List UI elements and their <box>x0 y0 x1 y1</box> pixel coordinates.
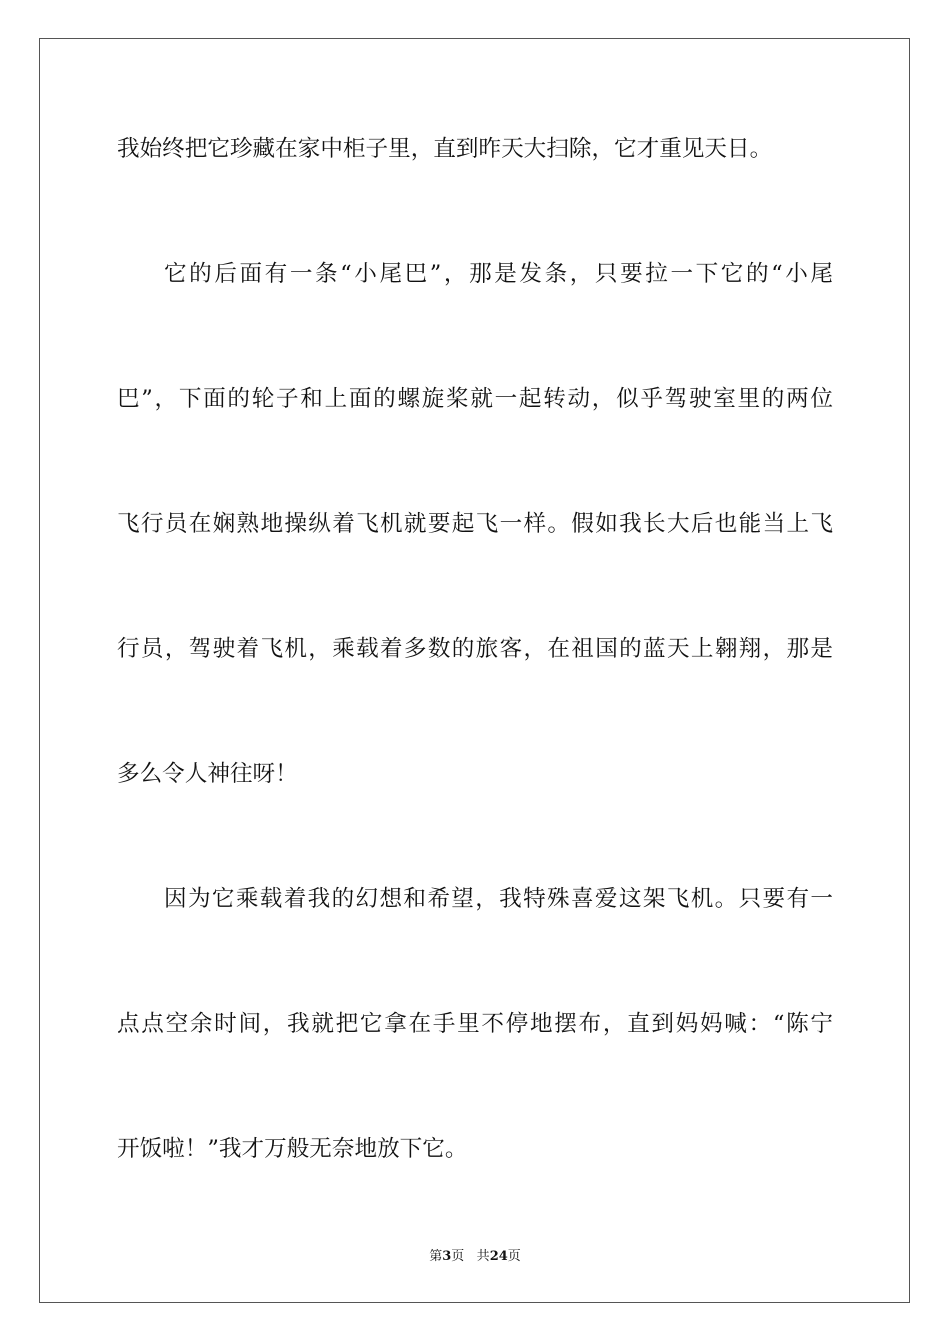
text-line-2-paragraph-start: 它的后面有一条“小尾巴”，那是发条，只要拉一下它的“小尾 <box>164 261 833 287</box>
page-footer <box>0 1248 950 1266</box>
footer-page-prefix: 第 <box>429 1249 443 1264</box>
text-line-9: 开饭啦！”我才万般无奈地放下它。 <box>117 1136 468 1162</box>
footer-page-unit: 页 <box>451 1249 465 1264</box>
text-line-7-paragraph-start: 因为它乘载着我的幻想和希望，我特殊喜爱这架飞机。只要有一 <box>164 886 833 912</box>
footer-total-pages: 24 <box>489 1249 508 1264</box>
footer-total-unit: 页 <box>507 1249 521 1264</box>
text-line-5: 行员，驾驶着飞机，乘载着多数的旅客，在祖国的蓝天上翱翔，那是 <box>117 636 833 662</box>
text-line-4: 飞行员在娴熟地操纵着飞机就要起飞一样。假如我长大后也能当上飞 <box>117 511 833 537</box>
footer-total-prefix: 共 <box>476 1249 490 1264</box>
text-line-3: 巴”，下面的轮子和上面的螺旋桨就一起转动，似乎驾驶室里的两位 <box>117 386 833 412</box>
footer-page-number: 3 <box>442 1249 452 1264</box>
page-border <box>39 38 910 1303</box>
text-line-1: 我始终把它珍藏在家中柜子里，直到昨天大扫除，它才重见天日。 <box>117 136 773 162</box>
text-line-8: 点点空余时间，我就把它拿在手里不停地摆布，直到妈妈喊：“陈宁 <box>117 1011 833 1037</box>
text-line-6: 多么令人神往呀！ <box>117 761 298 787</box>
